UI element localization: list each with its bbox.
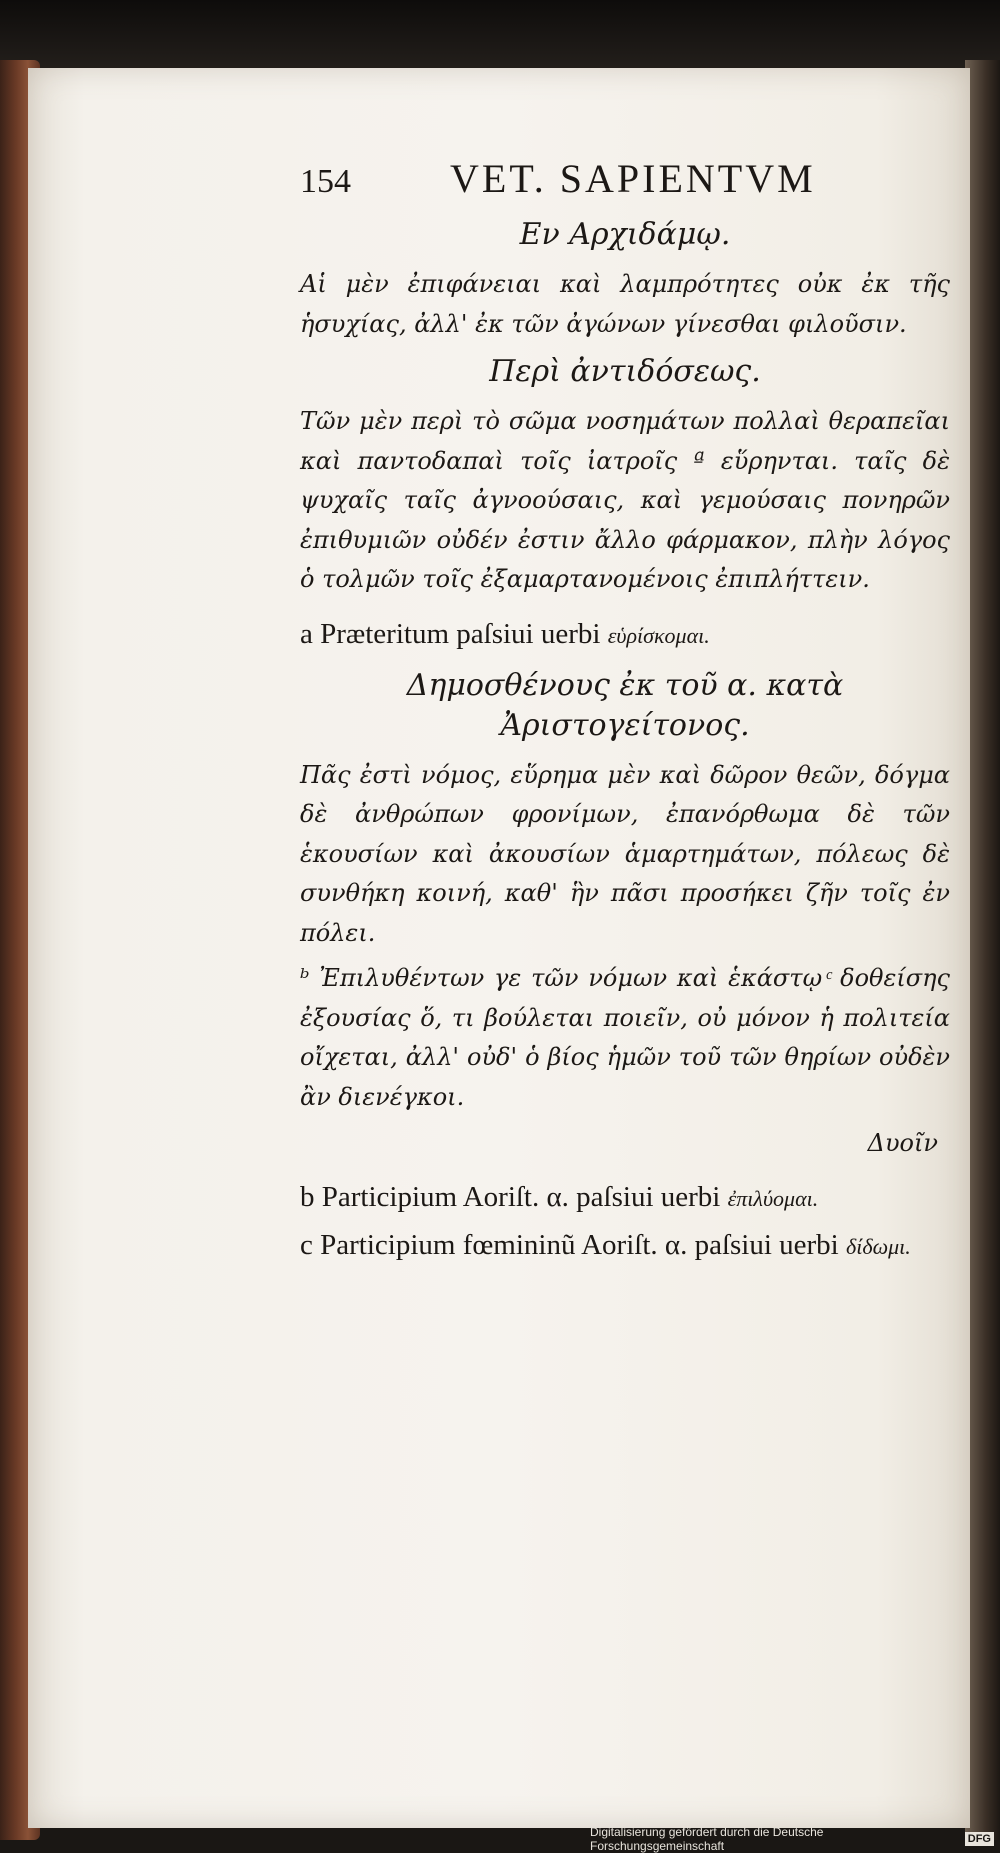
book-page-edges: [965, 60, 1000, 1840]
greek-paragraph: Τῶν μὲν περὶ τὸ σῶμα νοσημάτων πολλαὶ θεραπεῖαι καὶ παντοδαπαὶ τοῖς ἰατροῖς ª εὕρηνται. ταῖς δὲ ψυχαῖς ταῖς ἀγνοούσαις, καὶ γεμούσαις πονηρῶν ἐπιθυμιῶν οὐδέν ἐστιν ἄλλο φάρμακον, πλὴν λόγος ὁ τολμῶν τοῖς ἐξαμαρτανομένοις ἐπιπλήττειν.: [300, 407, 950, 593]
note-marker: b: [300, 1181, 315, 1213]
note-text: Præteritum paſsiui uerbi: [320, 617, 601, 650]
greek-paragraph: Πᾶς ἐστὶ νόμος, εὕρημα μὲν καὶ δῶρον θεῶν, δόγμα δὲ ἀνθρώπων φρονίμων, ἐπανόρθωμα δὲ τῶν ἑκουσίων καὶ ἀκουσίων ἁμαρτημάτων, πόλεως δὲ συνθήκη κοινή, καθ' ἣν πᾶσι προσήκει ζῆν τοῖς ἐν πόλει.: [300, 760, 950, 947]
dfg-logo: DFG: [965, 1832, 994, 1846]
digitization-footer: [590, 1826, 1000, 1851]
marginal-note-c: [300, 1225, 950, 1267]
footer-credit: Digitalisierung gefördert durch die Deutsche Forschungsgemeinschaft: [590, 1824, 824, 1853]
page-number: 154: [300, 163, 351, 200]
note-text: Participium Aoriſt. α. paſsiui uerbi: [321, 1181, 721, 1213]
note-greek-word: δίδωμι.: [846, 1234, 911, 1259]
running-head: [300, 155, 950, 207]
section-heading: Δημοσθένους ἐκ τοῦ α. κατὰ Ἀριστογείτονος.: [406, 667, 844, 743]
note-marker: a: [300, 617, 313, 650]
greek-paragraph: Αἱ μὲν ἐπιφάνειαι καὶ λαμπρότητες οὐκ ἐκ τῆς ἡσυχίας, ἀλλ' ἐκ τῶν ἀγώνων γίνεσθαι φιλοῦσιν.: [300, 270, 950, 338]
section-heading: Περὶ ἀντιδόσεως.: [489, 354, 761, 389]
note-greek-word: ἐπιλύομαι.: [727, 1186, 819, 1211]
page-text-block: [300, 155, 950, 1267]
section-heading: Εν Αρχιδάμῳ.: [519, 217, 731, 252]
marginal-note-a: [300, 614, 950, 656]
note-text: Participium fœmininũ Aoriſt. α. paſsiui uerbi: [320, 1229, 839, 1261]
scan-background-top: [0, 0, 1000, 70]
note-marker: c: [300, 1229, 313, 1261]
running-title: VET. SAPIENTVM: [450, 156, 816, 201]
marginal-note-b: [300, 1177, 950, 1219]
greek-paragraph: ᵇ Ἐπιλυθέντων γε τῶν νόμων καὶ ἑκάστῳ ͨ δοθείσης ἐξουσίας ὅ, τι βούλεται ποιεῖν, οὐ μόνον ἡ πολιτεία οἴχεται, ἀλλ' οὐδ' ὁ βίος ἡμῶν τοῦ τῶν θηρίων οὐδὲν ἂν διενέγκοι.: [300, 964, 950, 1111]
catchword: Δυοῖν: [867, 1129, 938, 1157]
note-greek-word: εὑρίσκομαι.: [607, 622, 710, 648]
